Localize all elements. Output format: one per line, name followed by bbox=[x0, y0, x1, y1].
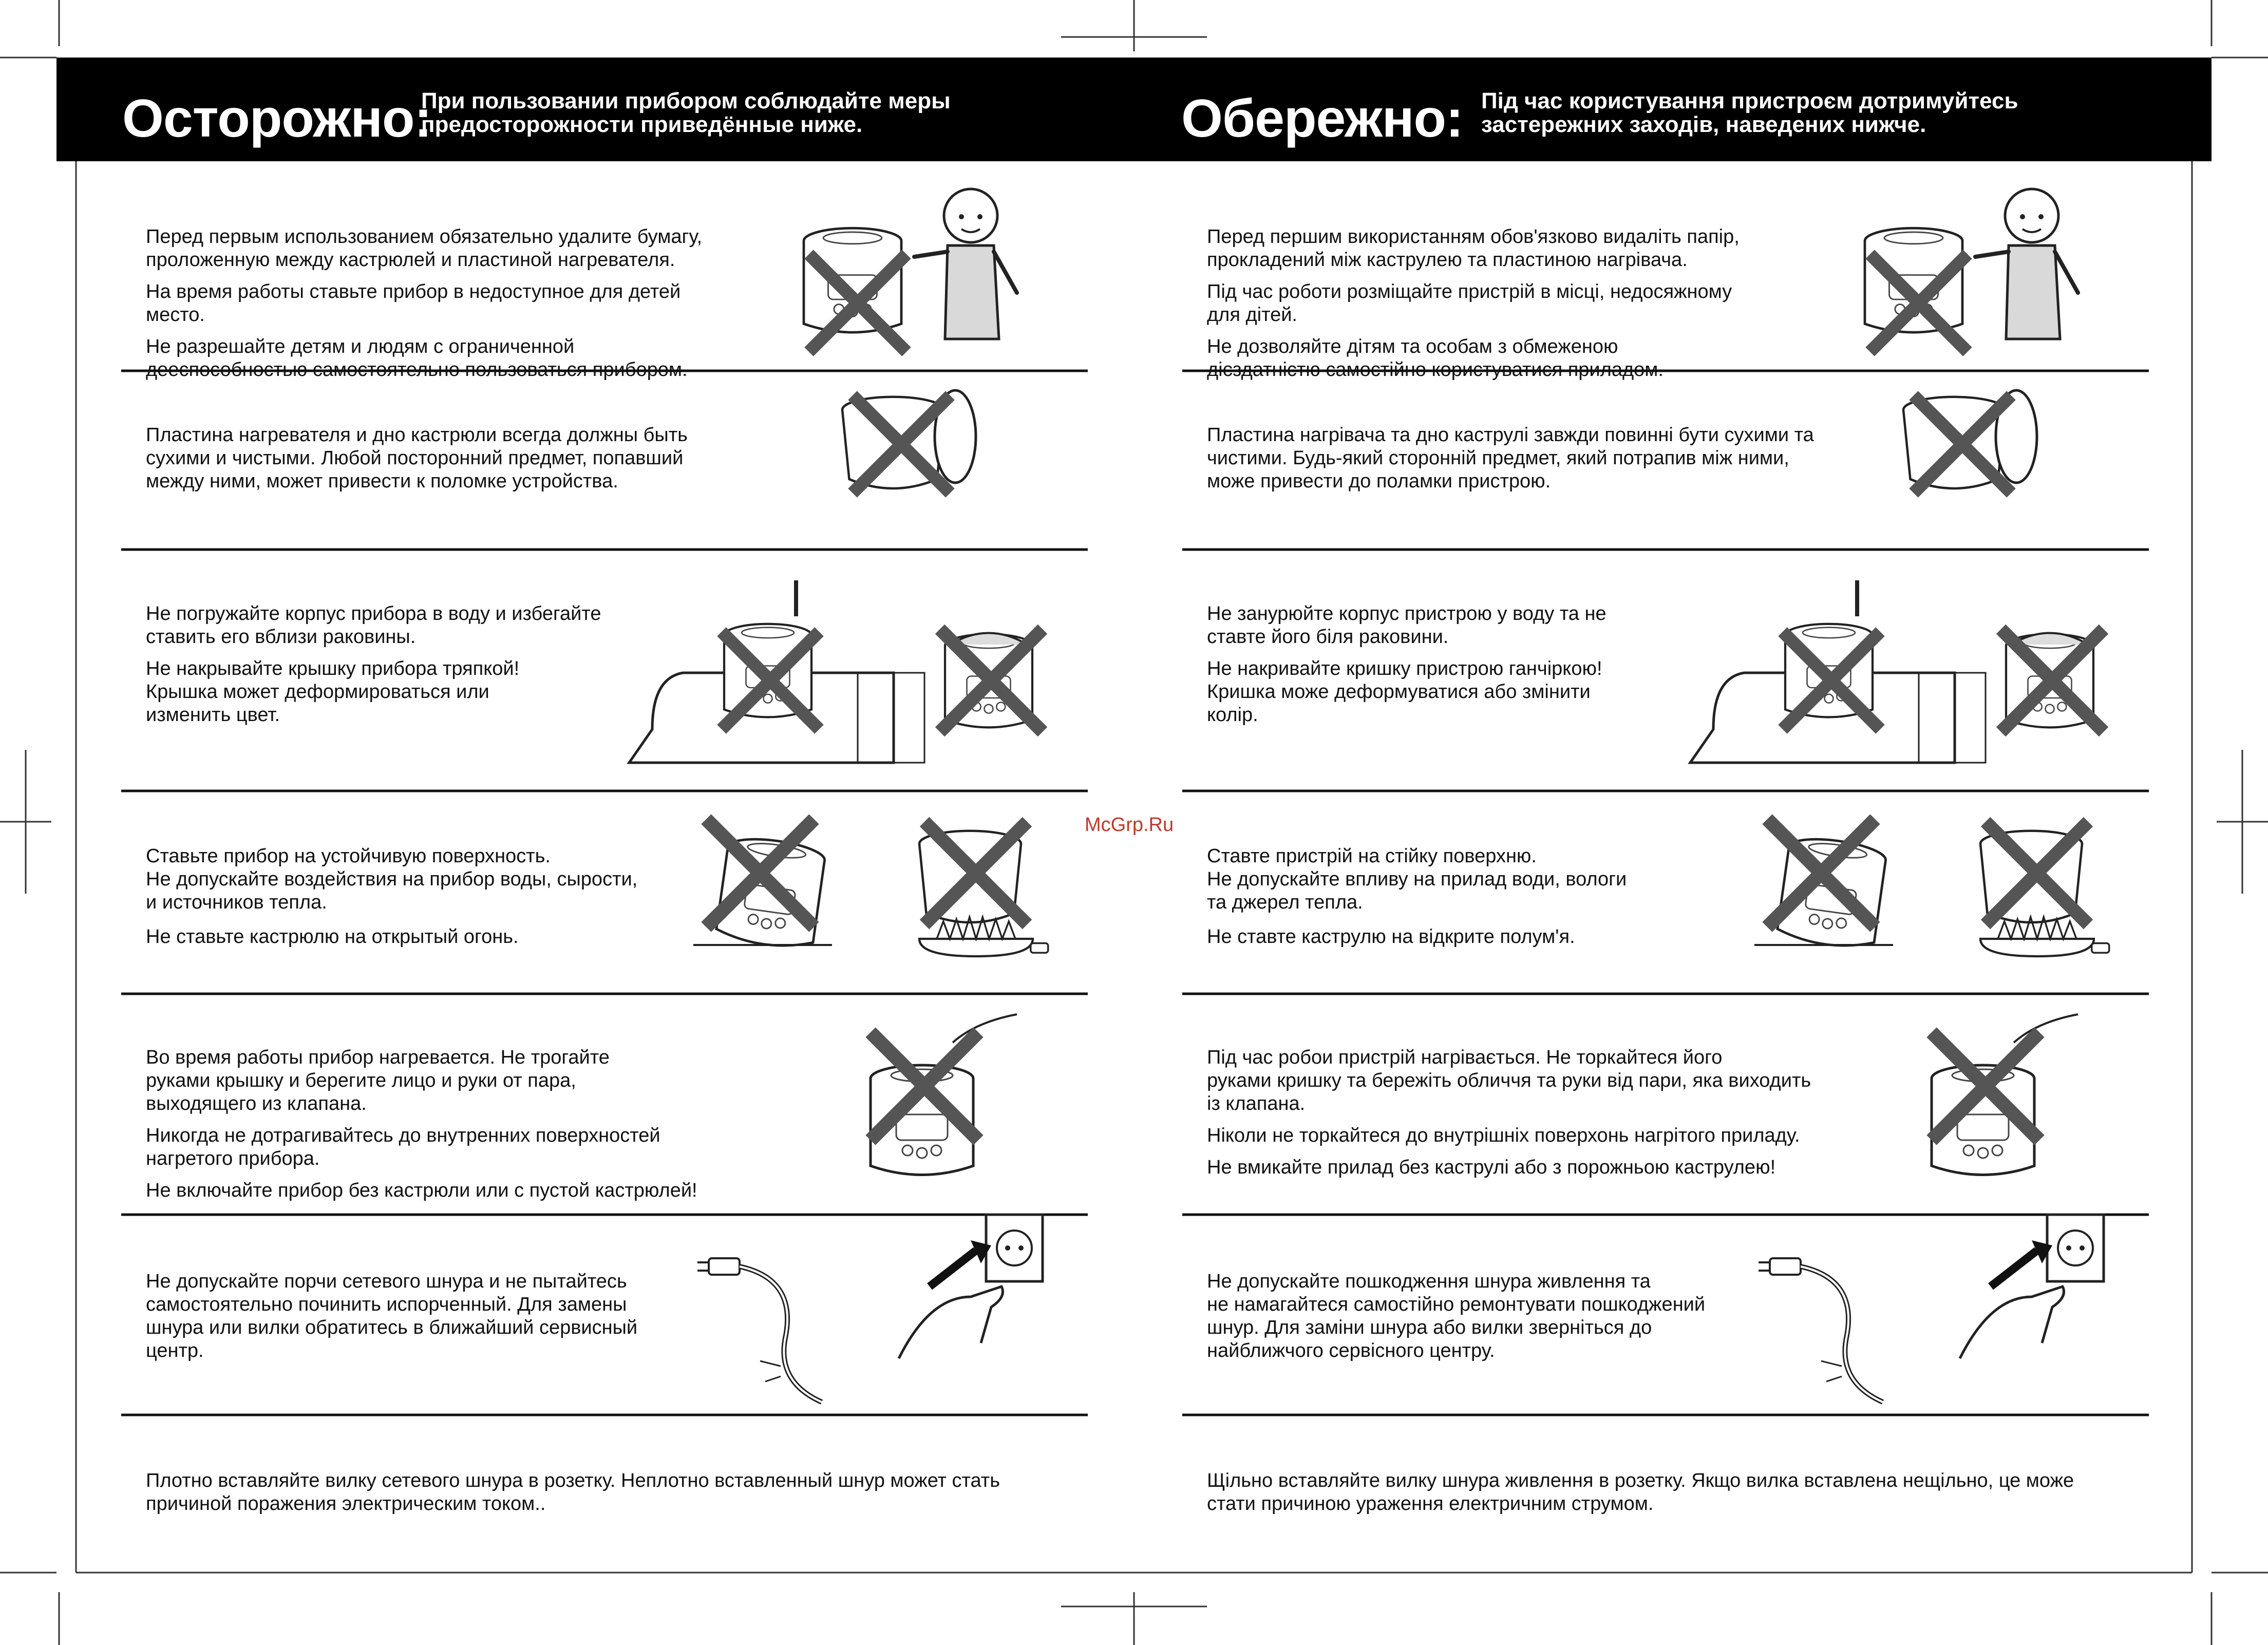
right-title: Обережно: bbox=[1181, 89, 1463, 148]
left-illus-sink bbox=[629, 580, 924, 763]
right-section-2: Пластина нагрівача та дно каструлі завжди повинні бути сухими та чистими. Будь-який сторонній предмет, який потрапив між ними, може привести до поламки пристрою. bbox=[1207, 424, 1814, 492]
right-section-1: Перед першим використанням обов'язково видаліть папір, прокладений між каструлею та пластиною нагрівача. Під час роботи розміщайте пристрій в місці, недосяжному для дітей. Не дозволяйте дітям та особам з обмеженою дієздатністю самостійно користуватися приладом. bbox=[1207, 226, 1740, 381]
left-section-1: Перед первым использованием обязательно удалите бумагу, проложенную между кастрюлей и пластиной нагревателя. На время работы ставьте прибор в недоступное для детей место. Не разрешайте детям и людям с ограниченной дееспособностью самостоятельно пользоваться прибором. bbox=[146, 226, 703, 381]
left-subtitle: При пользовании прибором соблюдайте меры предосторожности приведённые ниже. bbox=[421, 88, 951, 137]
right-illus-cloth bbox=[2001, 629, 2104, 732]
left-illus-cloth bbox=[940, 629, 1043, 732]
right-section-4: Ставте пристрій на стійку поверхню. Не допускайте впливу на прилад води, вологи та джерел тепла. Не ставте каструлю на відкрите полум'я. bbox=[1207, 845, 1627, 948]
right-subtitle: Під час користування пристроєм дотримуйтесь застережних заходів, наведених нижче. bbox=[1481, 88, 2018, 137]
right-illus-heater bbox=[1903, 390, 2037, 493]
left-illus-socket bbox=[899, 1215, 1043, 1358]
left-illus-steam bbox=[871, 1014, 1017, 1175]
right-illus-steam bbox=[1932, 1014, 2078, 1175]
right-illus-child bbox=[1865, 189, 2078, 352]
right-illus-socket bbox=[1960, 1215, 2104, 1358]
watermark: McGrp.Ru bbox=[1085, 814, 1174, 836]
left-title: Осторожно: bbox=[122, 89, 432, 148]
right-section-5: Під час робои пристрій нагрівається. Не торкайтеся його руками кришку та бережіть обличчя та руки від пари, яка виходить із клапана. Ніколи не торкайтеся до внутрішніх поверхонь нагрітого приладу. Не вмикайте прилад без каструлі або з порожньою каструлею! bbox=[1207, 1047, 1811, 1178]
left-section-3: Не погружайте корпус прибора в воду и избегайте ставить его вблизи раковины. Не накрывайте крышку прибора тряпкой! Крышка может деформироваться или изменить цвет. bbox=[146, 603, 601, 726]
left-illus-unstable bbox=[693, 819, 832, 951]
right-illus-cord bbox=[1759, 1258, 1883, 1402]
left-section-6: Не допускайте порчи сетевого шнура и не пытайтесь самостоятельно починить испорченный. Для замены шнура или вилки обратитесь в ближайший сервисный центр. bbox=[146, 1271, 638, 1362]
left-section-2: Пластина нагревателя и дно кастрюли всегда должны быть сухими и чистыми. Любой посторонний предмет, попавший между ними, может привести к поломке устройства. bbox=[146, 424, 688, 492]
left-illus-heater bbox=[842, 390, 976, 493]
right-section-3: Не занурюйте корпус пристрою у воду та не ставте його біля раковини. Не накривайте кришку пристрою ганчіркою! Кришка може деформуватися або змінити колір. bbox=[1207, 603, 1606, 726]
right-section-7: Щільно вставляйте вилку шнура живлення в розетку. Якщо вилка вставлена нещільно, це може стати причиною ураження електричним струмом. bbox=[1207, 1470, 2074, 1515]
right-section-6: Не допускайте пошкодження шнура живлення та не намагайтеся самостійно ремонтувати пошкоджений шнур. Для заміни шнура або вилки зверніться до найближчого сервісного центру. bbox=[1207, 1271, 1706, 1362]
right-illus-sink bbox=[1690, 580, 1986, 763]
left-illus-cord bbox=[697, 1258, 822, 1402]
right-illus-unstable bbox=[1754, 819, 1893, 951]
left-illus-child bbox=[804, 189, 1017, 352]
left-section-5: Во время работы прибор нагревается. Не трогайте руками крышку и берегите лицо и руки от пара, выходящего из клапана. Никогда не дотрагивайтесь до внутренних поверхностей нагретого прибора. Не включайте прибор без кастрюли или с пустой кастрюлей! bbox=[146, 1047, 697, 1201]
left-section-7: Плотно вставляйте вилку сетевого шнура в розетку. Неплотно вставленный шнур может стать причиной поражения электрическим током.. bbox=[146, 1470, 1000, 1515]
left-illus-fire bbox=[919, 822, 1048, 956]
right-illus-fire bbox=[1980, 822, 2109, 956]
left-section-4: Ставьте прибор на устойчивую поверхность. Не допускайте воздействия на прибор воды, сырости, и источников тепла. Не ставьте кастрюлю на открытый огонь. bbox=[146, 845, 638, 948]
